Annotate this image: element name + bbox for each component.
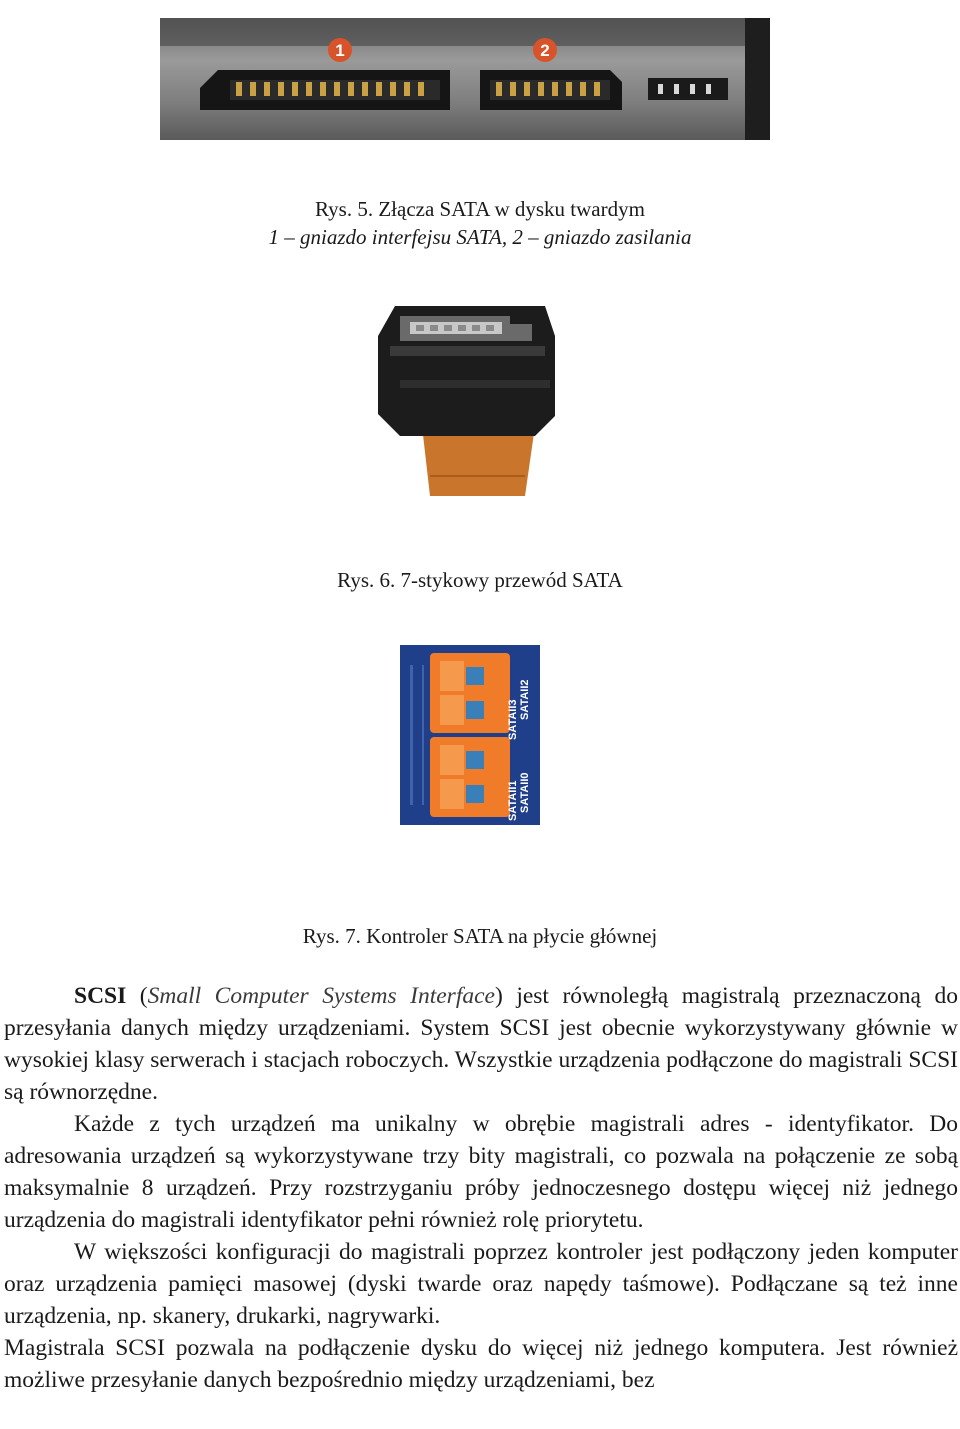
- port-label-sataii2: SATAII2: [519, 679, 531, 720]
- scsi-open-paren: (: [126, 983, 148, 1009]
- paragraph-1: [4, 980, 958, 1108]
- sata-hdd-connectors-image: [160, 18, 770, 140]
- paragraph-3: W większości konfiguracji do magistrali poprzez kontroler jest podłączony jeden komputer oraz urządzenia pamięci masowej (dyski twarde oraz napędy taśmowe). Podłączane są też inne urządzenia, np. skanery, drukarki, nagrywarki.: [4, 1239, 958, 1329]
- paragraph-1-rest: ) jest równoległą magistralą przeznaczoną do przesyłania danych między urządzeniami. System SCSI jest obecnie wykorzystywany głównie w wysokiej klasy serwerach i stacjach roboczych. Wszystkie urządzenia podłączone do magistrali SCSI są równorzędne.: [4, 983, 958, 1105]
- sata-cable-image: [370, 296, 610, 506]
- motherboard-sata-ports-image: [400, 645, 540, 825]
- paragraph-4: Magistrala SCSI pozwala na podłączenie dysku do więcej niż jednego komputera. Jest również możliwe przesyłanie danych bezpośrednio między urządzeniami, bez: [4, 1335, 958, 1393]
- port-label-sataii1: SATAII1: [507, 780, 519, 821]
- figure-5-caption: Rys. 5. Złącza SATA w dysku twardym: [315, 197, 645, 221]
- figure-sata-cable: [370, 296, 610, 506]
- paragraph-2: Każde z tych urządzeń ma unikalny w obrębie magistrali adres - identyfikator. Do adresowania urządzeń są wykorzystywane trzy bity magistrali, co pozwala na połączenie ze sobą maksymalnie 8 urządzeń. Przy rozstrzyganiu próby jednoczesnego dostępu więcej niż jednego urządzenia do magistrali identyfikator pełni również rolę priorytetu.: [4, 1111, 958, 1233]
- figure-5-subcaption: 1 – gniazdo interfejsu SATA, 2 – gniazdo zasilania: [268, 225, 692, 249]
- port-label-sataii3: SATAII3: [507, 699, 519, 740]
- port-label-sataii0: SATAII0: [519, 772, 531, 813]
- article-body: [4, 980, 958, 1396]
- scsi-expansion: Small Computer Systems Interface: [147, 983, 495, 1009]
- scsi-term: SCSI: [74, 983, 127, 1009]
- connector-1-number: 1: [335, 41, 345, 60]
- connector-2-number: 2: [540, 41, 550, 60]
- figure-motherboard-sata-controller: [400, 645, 540, 825]
- figure-6-caption: Rys. 6. 7-stykowy przewód SATA: [337, 568, 623, 592]
- figure-7-caption: Rys. 7. Kontroler SATA na płycie głównej: [302, 924, 658, 948]
- figure-sata-hdd-connectors: [160, 18, 770, 140]
